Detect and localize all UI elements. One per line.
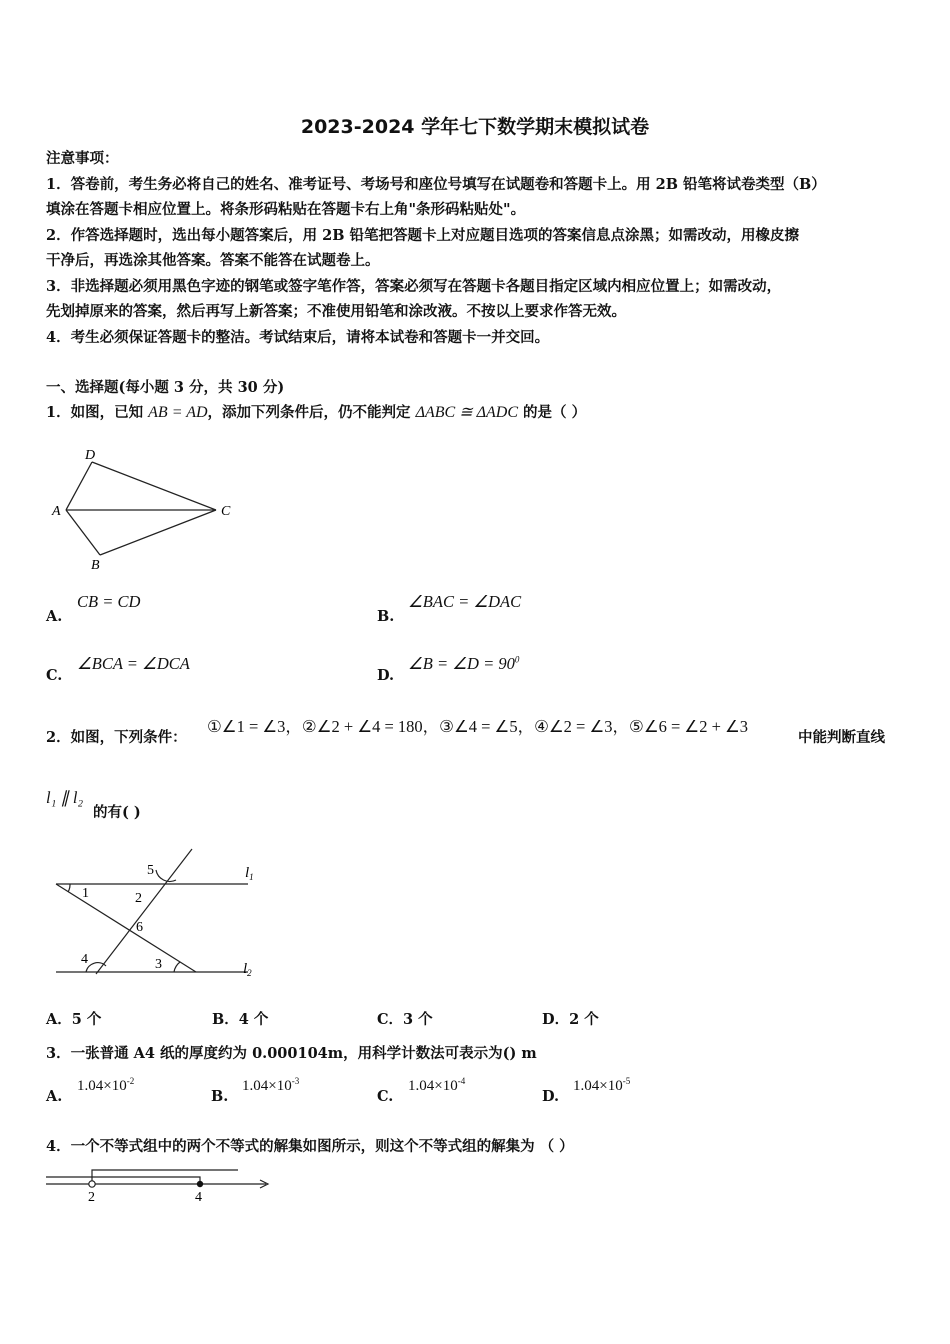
label-b: B	[91, 558, 100, 573]
q3-option-b-exp: -3	[291, 1076, 300, 1086]
angle-arc-3	[174, 962, 180, 972]
q2-option-c-text: 3 个	[403, 1011, 433, 1028]
section-heading: 一、选择题(每小题 3 分，共 30 分)	[46, 379, 285, 396]
angle-label-3: 3	[155, 957, 162, 972]
notice-line: 1．答卷前，考生务必将自己的姓名、准考证号、考场号和座位号填写在试题卷和答题卡上。用 2B 铅笔将试卷类型（B）	[46, 175, 826, 193]
q3-option-d-exp: -5	[622, 1076, 631, 1086]
q2-option-a-text: 5 个	[71, 1011, 102, 1028]
axis-label-4: 4	[195, 1190, 202, 1205]
q3-option-b-label[interactable]: B.	[211, 1088, 229, 1105]
q1-option-c[interactable]: ∠BCA = ∠DCA	[77, 654, 190, 673]
q1-prefix: 1．如图，已知	[46, 404, 149, 421]
angle-label-1: 1	[82, 886, 89, 901]
q2-line2: 的有( )	[93, 804, 141, 821]
q1-given: AB = AD	[148, 404, 208, 421]
q1-target: ΔABC ≅ ΔADC	[415, 404, 518, 421]
q3-option-a[interactable]	[77, 1076, 134, 1095]
notice-heading: 注意事项：	[46, 150, 119, 167]
angle-label-6: 6	[136, 920, 143, 935]
q3-option-c-label[interactable]: C.	[377, 1088, 394, 1105]
q2-prefix: 2．如图，下列条件：	[46, 729, 187, 746]
segment-dc	[92, 462, 216, 510]
q3-option-a-label[interactable]: A.	[46, 1088, 63, 1105]
q2-conditions: ①∠1 = ∠3，②∠2 + ∠4 = 180，③∠4 = ∠5，④∠2 = ∠3，⑤∠6 = ∠2 + ∠3	[207, 717, 749, 736]
label-d: D	[85, 448, 96, 463]
q2-option-c-label: C．	[377, 1011, 404, 1028]
q1-option-d-label[interactable]: D.	[377, 667, 395, 684]
q2-option-b-text: 4 个	[238, 1011, 269, 1028]
q3-option-c[interactable]	[408, 1076, 465, 1095]
transversal-1	[56, 884, 196, 972]
q2-option-a[interactable]	[46, 1008, 101, 1029]
q2-suffix: 中能判断直线	[798, 729, 885, 746]
q1-option-d-text: ∠B = ∠D = 90	[408, 654, 515, 673]
q3-option-a-base: 1.04×10	[77, 1078, 127, 1094]
label-a: A	[52, 504, 61, 519]
angle-label-2: 2	[135, 891, 142, 906]
q1-middle: ，添加下列条件后，仍不能判定	[207, 404, 416, 421]
q1-figure	[48, 440, 248, 575]
segment-bc	[100, 510, 216, 555]
question-3: 3．一张普通 A4 纸的厚度约为 0.000104m，用科学计数法可表示为() m	[46, 1045, 537, 1062]
q3-option-d[interactable]	[573, 1076, 630, 1095]
q1-option-a[interactable]: CB = CD	[77, 592, 141, 611]
question-4: 4．一个不等式组中的两个不等式的解集如图所示，则这个不等式组的解集为 （ ）	[46, 1138, 574, 1155]
open-point	[89, 1181, 95, 1187]
q2-option-d-text: 2 个	[569, 1011, 599, 1028]
q3-option-a-exp: -2	[126, 1076, 135, 1086]
line-label-l1: $l_1$	[245, 865, 254, 882]
q1-option-a-label[interactable]: A.	[46, 608, 63, 625]
label-c: C	[221, 504, 231, 519]
notice-line: 4．考生必须保证答题卡的整洁。考试结束后，请将本试卷和答题卡一并交回。	[46, 328, 550, 346]
notice-line: 3．非选择题必须用黑色字迹的钢笔或签字笔作答，答案必须写在答题卡各题目指定区域内相应位置上；如需改动，	[46, 277, 782, 295]
q2-figure	[48, 840, 273, 980]
q1-option-d[interactable]	[408, 654, 519, 674]
q3-option-b[interactable]	[242, 1076, 299, 1095]
angle-label-5: 5	[147, 863, 154, 878]
q4-number-line	[44, 1160, 274, 1208]
q1-option-b-label[interactable]: B.	[377, 608, 395, 625]
angle-arc-1	[68, 884, 70, 892]
q3-option-d-label[interactable]: D.	[542, 1088, 560, 1105]
angle-arc-5	[156, 870, 176, 881]
q2-parallel: l₁ ∥ l₂	[46, 788, 84, 807]
axis-label-2: 2	[88, 1190, 95, 1205]
notice-line: 干净后，再选涂其他答案。答案不能答在试题卷上。	[46, 252, 380, 269]
q1-option-c-label[interactable]: C.	[46, 667, 63, 684]
q1-option-d-sup: 0	[514, 654, 520, 665]
q2-option-c[interactable]	[377, 1008, 433, 1029]
angle-label-4: 4	[81, 952, 88, 967]
line-label-l2: $l_2$	[243, 961, 252, 978]
notice-section	[46, 147, 906, 351]
q3-option-b-base: 1.04×10	[242, 1078, 292, 1094]
q2-option-d-label: D．	[542, 1011, 570, 1028]
notice-line: 先划掉原来的答案，然后再写上新答案；不准使用铅笔和涂改液。不按以上要求作答无效。	[46, 303, 626, 320]
transversal-2	[96, 849, 192, 974]
solution-ray-2	[46, 1177, 200, 1184]
notice-line: 填涂在答题卡相应位置上。将条形码粘贴在答题卡右上角"条形码粘贴处"。	[46, 201, 526, 218]
q3-option-c-base: 1.04×10	[408, 1078, 458, 1094]
q2-option-b[interactable]	[212, 1008, 268, 1029]
q2-option-b-label: B．	[212, 1011, 239, 1028]
q2-option-a-label: A．	[46, 1011, 72, 1028]
q3-option-d-base: 1.04×10	[573, 1078, 623, 1094]
q2-option-d[interactable]	[542, 1008, 599, 1029]
q1-option-b[interactable]: ∠BAC = ∠DAC	[408, 592, 522, 611]
segment-ab	[66, 510, 100, 555]
question-1	[46, 401, 586, 422]
angle-arc-4	[86, 963, 106, 972]
notice-line: 2．作答选择题时，选出每小题答案后，用 2B 铅笔把答题卡上对应题目选项的答案信息点涂黑；如需改动，用橡皮擦	[46, 226, 800, 244]
q1-suffix: 的是（ ）	[517, 404, 587, 421]
closed-point	[197, 1181, 203, 1187]
segment-ad	[66, 462, 92, 510]
page-title: 2023-2024 学年七下数学期末模拟试卷	[300, 116, 650, 138]
q3-option-c-exp: -4	[457, 1076, 466, 1086]
